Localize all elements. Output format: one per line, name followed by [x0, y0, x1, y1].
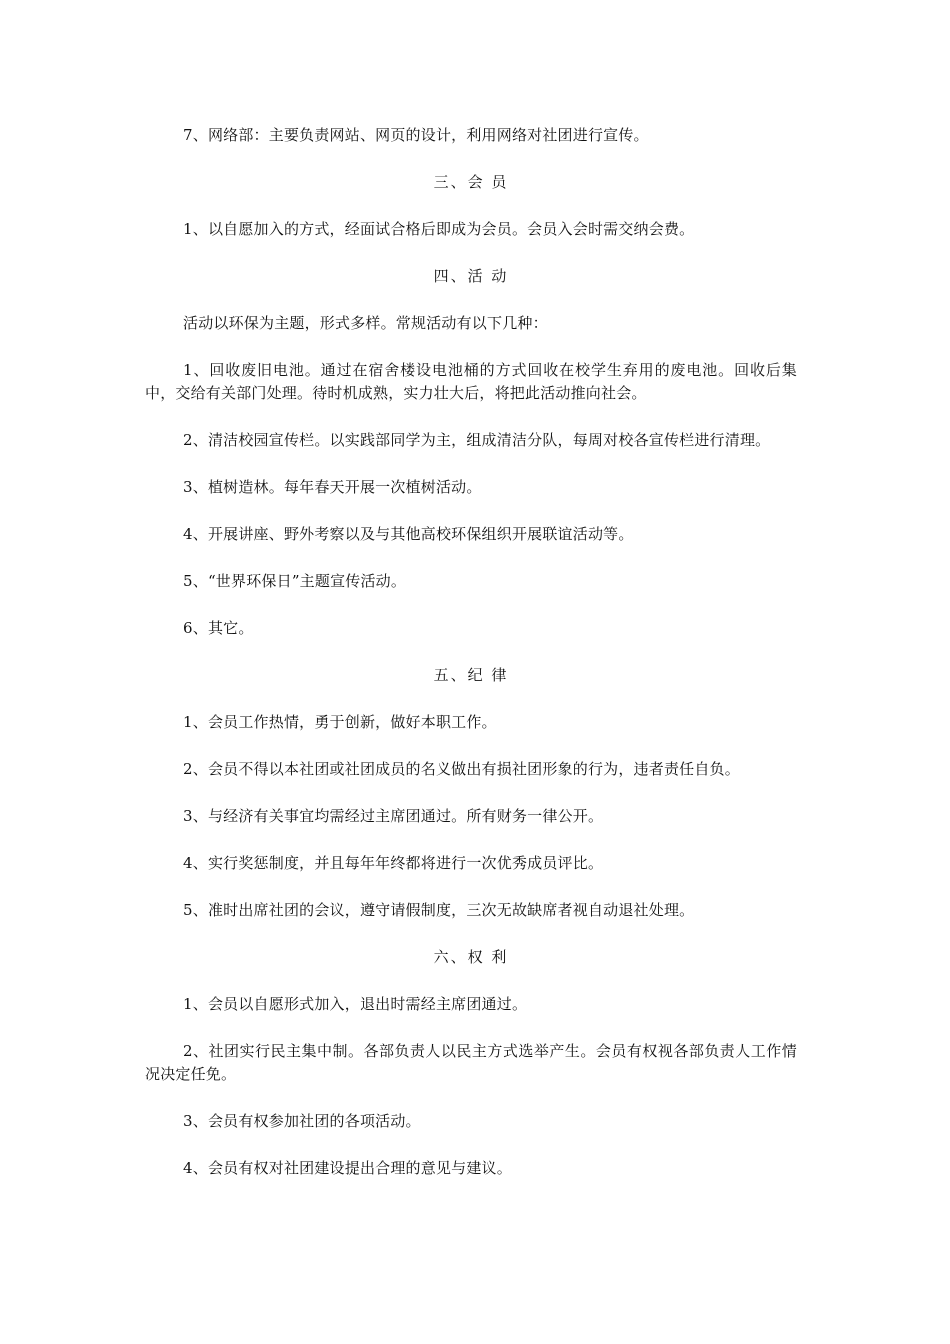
- document-body: [145, 124, 797, 1204]
- paragraph-activity-2: 2、清洁校园宣传栏。以实践部同学为主，组成清洁分队，每周对校各宣传栏进行清理。: [183, 431, 771, 449]
- paragraph-rights-3: 3、会员有权参加社团的各项活动。: [183, 1112, 421, 1130]
- paragraph-rights-2: 2、社团实行民主集中制。各部负责人以民主方式选举产生。会员有权视各部负责人工作情况决定任免。: [145, 1042, 797, 1083]
- paragraph-network-dept: 7、网络部：主要负责网站、网页的设计，利用网络对社团进行宣传。: [183, 126, 649, 144]
- paragraph-discipline-1: 1、会员工作热情，勇于创新，做好本职工作。: [183, 713, 497, 731]
- section-heading-discipline: 五、纪 律: [433, 666, 509, 684]
- paragraph-activities-intro: 活动以环保为主题，形式多样。常规活动有以下几种：: [183, 314, 548, 332]
- paragraph-rights-4: 4、会员有权对社团建设提出合理的意见与建议。: [183, 1159, 512, 1177]
- paragraph-activity-6: 6、其它。: [183, 619, 254, 637]
- section-heading-members: 三、会 员: [433, 173, 509, 191]
- paragraph-discipline-3: 3、与经济有关事宜均需经过主席团通过。所有财务一律公开。: [183, 807, 604, 825]
- section-heading-rights: 六、权 利: [433, 948, 509, 966]
- paragraph-rights-1: 1、会员以自愿形式加入，退出时需经主席团通过。: [183, 995, 528, 1013]
- paragraph-activity-1: 1、回收废旧电池。通过在宿舍楼设电池桶的方式回收在校学生弃用的废电池。回收后集中，交给有关部门处理。待时机成熟，实力壮大后，将把此活动推向社会。: [145, 361, 797, 402]
- paragraph-discipline-2: 2、会员不得以本社团或社团成员的名义做出有损社团形象的行为，违者责任自负。: [183, 760, 740, 778]
- paragraph-activity-3: 3、植树造林。每年春天开展一次植树活动。: [183, 478, 482, 496]
- paragraph-discipline-4: 4、实行奖惩制度，并且每年年终都将进行一次优秀成员评比。: [183, 854, 604, 872]
- paragraph-member-join: 1、以自愿加入的方式，经面试合格后即成为会员。会员入会时需交纳会费。: [183, 220, 695, 238]
- paragraph-activity-5: 5、“世界环保日”主题宣传活动。: [183, 572, 407, 590]
- section-heading-activities: 四、活 动: [433, 267, 509, 285]
- paragraph-activity-4: 4、开展讲座、野外考察以及与其他高校环保组织开展联谊活动等。: [183, 525, 634, 543]
- paragraph-discipline-5: 5、准时出席社团的会议，遵守请假制度，三次无故缺席者视自动退社处理。: [183, 901, 695, 919]
